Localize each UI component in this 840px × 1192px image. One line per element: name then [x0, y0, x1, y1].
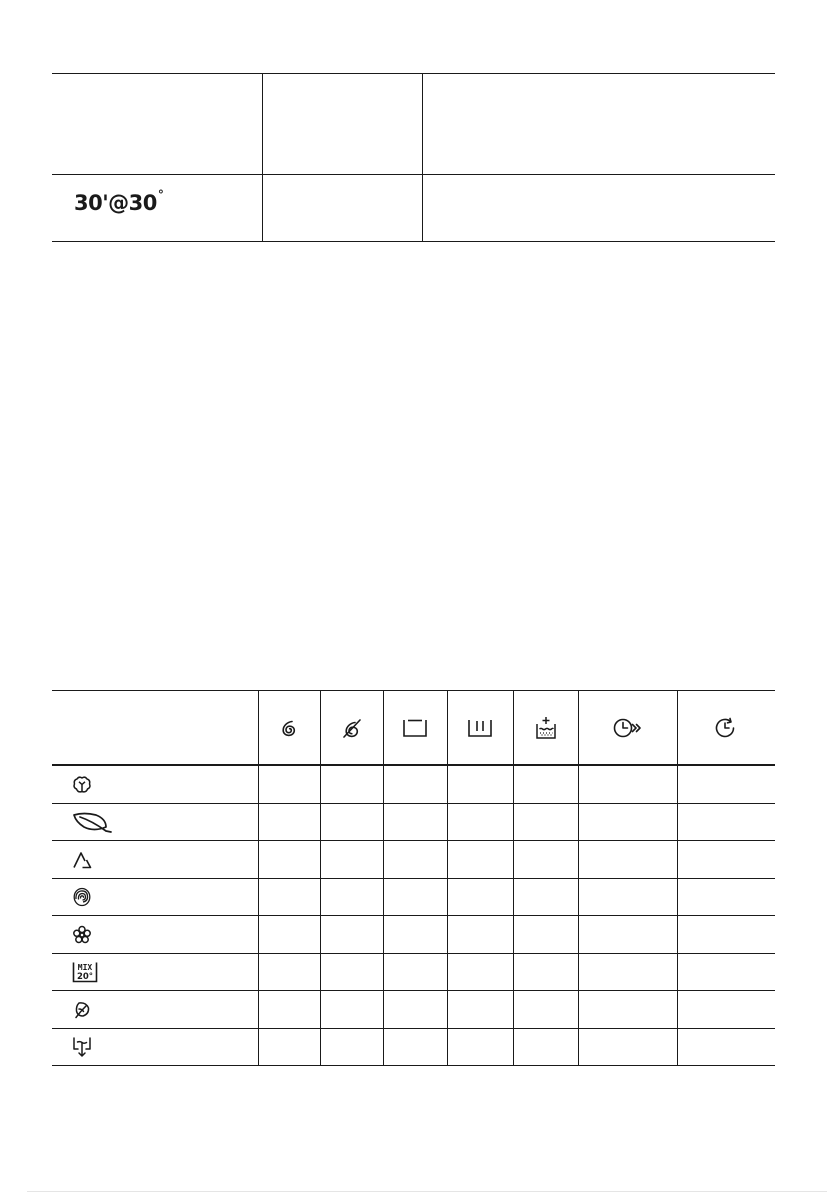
option-cell	[578, 803, 677, 841]
time-save-icon	[714, 717, 738, 739]
header-cell	[447, 691, 513, 766]
wool-icon	[72, 887, 92, 907]
program-icon-cell	[52, 953, 258, 991]
option-cell	[677, 878, 775, 916]
option-cell	[513, 916, 578, 954]
option-cell	[447, 1028, 513, 1066]
delicates-icon	[72, 925, 92, 945]
program-30-at-30-label: 30'@30°	[74, 187, 164, 215]
program-icon-cell	[52, 991, 258, 1029]
option-cell	[677, 916, 775, 954]
option-cell	[320, 765, 383, 803]
option-cell	[258, 1028, 320, 1066]
option-cell	[258, 916, 320, 954]
table-cell	[422, 175, 775, 242]
option-cell	[513, 878, 578, 916]
synthetics-icon	[72, 851, 92, 869]
option-cell	[513, 953, 578, 991]
extra-rinse-icon	[467, 718, 493, 738]
option-cell	[513, 765, 578, 803]
header-cell-empty	[52, 691, 258, 766]
option-cell	[383, 1028, 447, 1066]
mix-20-icon	[72, 961, 98, 983]
table-row	[52, 916, 775, 954]
option-cell	[383, 953, 447, 991]
option-cell	[258, 991, 320, 1029]
table-cell	[262, 74, 422, 175]
option-cell	[677, 1028, 775, 1066]
option-cell	[258, 878, 320, 916]
cotton-icon	[72, 775, 92, 795]
stain-icon	[535, 716, 557, 740]
delay-end-icon	[613, 717, 643, 739]
option-cell	[513, 991, 578, 1029]
option-cell	[513, 1028, 578, 1066]
option-cell	[320, 841, 383, 879]
program-icon-cell	[52, 841, 258, 879]
program-icon-cell	[52, 916, 258, 954]
program-cell	[52, 175, 262, 242]
option-cell	[320, 916, 383, 954]
no-spin-icon	[341, 717, 363, 739]
spin-icon	[281, 719, 297, 737]
option-cell	[383, 991, 447, 1029]
table-header-row	[52, 691, 775, 766]
option-cell	[677, 765, 775, 803]
header-cell	[578, 691, 677, 766]
header-cell	[513, 691, 578, 766]
option-cell	[447, 916, 513, 954]
table-row	[52, 953, 775, 991]
header-cell	[258, 691, 320, 766]
program-icon-cell	[52, 765, 258, 803]
option-cell	[677, 841, 775, 879]
table-row	[52, 878, 775, 916]
option-cell	[383, 841, 447, 879]
option-cell	[677, 953, 775, 991]
rinse-hold-icon	[402, 718, 428, 738]
program-icon-cell	[52, 878, 258, 916]
header-cell	[320, 691, 383, 766]
table-cell	[422, 74, 775, 175]
option-cell	[513, 803, 578, 841]
option-cell	[578, 1028, 677, 1066]
table-row	[52, 803, 775, 841]
drain-spin-icon	[72, 1036, 92, 1058]
mix-label: MIX	[77, 962, 93, 972]
option-cell	[578, 953, 677, 991]
header-cell	[677, 691, 775, 766]
option-cell	[677, 991, 775, 1029]
table-row	[52, 175, 775, 242]
table-row	[52, 1028, 775, 1066]
table-cell	[262, 175, 422, 242]
steam-leaf-icon	[72, 1000, 92, 1020]
table-row	[52, 991, 775, 1029]
option-cell	[447, 803, 513, 841]
table-row	[52, 74, 775, 175]
option-cell	[258, 803, 320, 841]
table-row	[52, 841, 775, 879]
mix-temperature-label: 20°	[76, 971, 94, 982]
option-cell	[578, 841, 677, 879]
option-cell	[383, 765, 447, 803]
option-cell	[320, 991, 383, 1029]
option-cell	[258, 841, 320, 879]
option-cell	[258, 765, 320, 803]
eco-leaf-icon	[72, 811, 114, 833]
header-cell	[383, 691, 447, 766]
option-cell	[447, 953, 513, 991]
option-cell	[383, 803, 447, 841]
table-row	[52, 765, 775, 803]
option-cell	[578, 991, 677, 1029]
option-cell	[578, 878, 677, 916]
option-cell	[320, 1028, 383, 1066]
option-cell	[447, 841, 513, 879]
option-cell	[578, 765, 677, 803]
options-compatibility-table	[52, 690, 775, 1066]
option-cell	[578, 916, 677, 954]
option-cell	[383, 878, 447, 916]
option-cell	[320, 878, 383, 916]
table-cell	[52, 74, 262, 175]
program-icon-cell	[52, 803, 258, 841]
program-description-table	[52, 73, 775, 242]
option-cell	[447, 765, 513, 803]
option-cell	[320, 803, 383, 841]
option-cell	[677, 803, 775, 841]
option-cell	[447, 878, 513, 916]
option-cell	[320, 953, 383, 991]
option-cell	[513, 841, 578, 879]
program-icon-cell	[52, 1028, 258, 1066]
option-cell	[258, 953, 320, 991]
option-cell	[383, 916, 447, 954]
option-cell	[447, 991, 513, 1029]
